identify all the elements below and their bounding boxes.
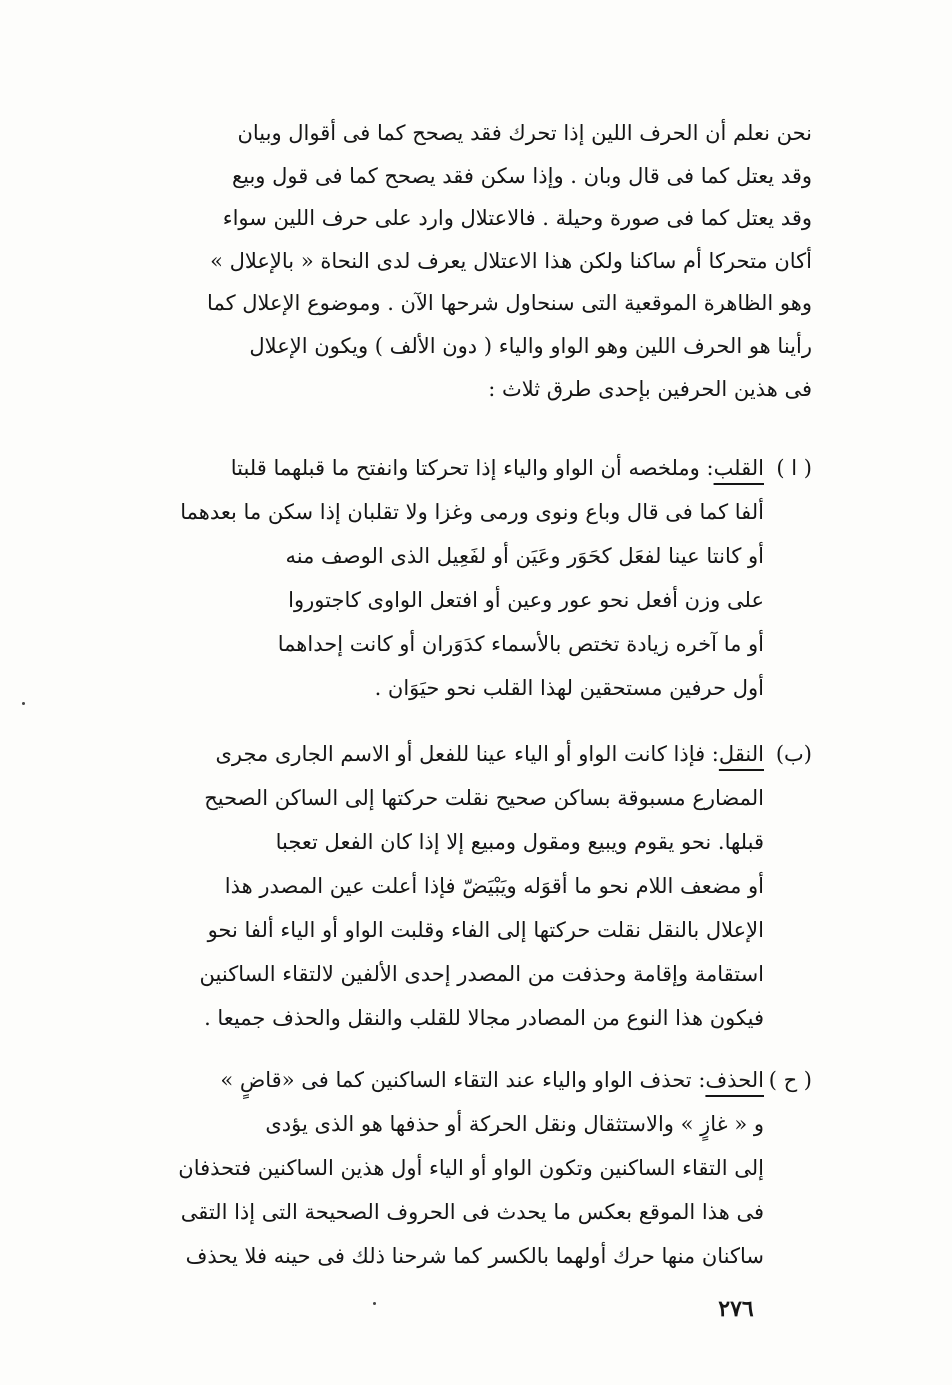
intro-line: فى هذين الحرفين بإحدى طرق ثلاث : xyxy=(488,376,812,401)
section-first-line-text: : فإذا كانت الواو أو الياء عينا للفعل أو الاسم الجارى مجرى xyxy=(215,742,719,766)
section-naql xyxy=(140,732,812,1040)
scan-speck xyxy=(373,1302,376,1305)
section-line: ساكنان منها حرك أولهما بالكسر كما شرحنا ذلك فى حينه فلا يحذف xyxy=(185,1244,764,1268)
section-line: الإعلال بالنقل نقلت حركتها إلى الفاء وقلبت الواو أو الياء ألفا نحو xyxy=(207,918,764,942)
section-line: أو ما آخره زيادة تختص بالأسماء كدَوَران أو كانت إحداهما xyxy=(277,632,764,656)
section-line: و « غازٍ » والاستثقال ونقل الحركة أو حذفها هو الذى يؤدى xyxy=(265,1112,764,1136)
section-heading-line xyxy=(140,446,812,490)
section-first-line-text: : تحذف الواو والياء عند التقاء الساكنين كما فى «قاضٍ » xyxy=(220,1068,706,1092)
section-hadhf xyxy=(140,1058,812,1278)
section-line: المضارع مسبوقة بساكن صحيح نقلت حركتها إلى الساكن الصحيح xyxy=(204,786,764,810)
section-heading-line xyxy=(140,732,812,776)
section-line: أو كانتا عينا لفعَل كحَوَر وعَيَن أو لفَعِيل الذى الوصف منه xyxy=(285,544,764,568)
section-term: القلب xyxy=(713,456,764,480)
section-first-line-text: : وملخصه أن الواو والياء إذا تحركتا وانفتح ما قبلهما قلبتا xyxy=(230,456,714,480)
section-qalb xyxy=(140,446,812,710)
intro-line: وقد يعتل كما فى قال وبان . وإذا سكن فقد يصحح كما فى قول وبيع xyxy=(231,163,812,188)
section-line: استقامة وإقامة وحذفت من المصدر إحدى الألفين لالتقاء الساكنين xyxy=(199,962,764,986)
intro-line: رأينا هو الحرف اللين وهو الواو والياء ( دون الألف ) ويكون الإعلال xyxy=(249,333,812,358)
intro-line: وقد يعتل كما فى صورة وحيلة . فالاعتلال وارد على حرف اللين سواء xyxy=(222,206,812,231)
section-line: أو مضعف اللام نحو ما أقوَله ويَبْيَضّ فإذا أعلت عين المصدر هذا xyxy=(224,874,764,898)
intro-line: وهو الظاهرة الموقعية التى سنحاول شرحها الآن . وموضوع الإعلال كما xyxy=(207,291,812,316)
section-line: ألفا كما فى قال وباع ونوى ورمى وغزا ولا تقلبان إذا سكن ما بعدهما xyxy=(180,500,764,524)
intro-paragraph xyxy=(140,112,812,410)
page-number: ٢٧٦ xyxy=(718,1296,754,1322)
section-marker: (ب) xyxy=(775,742,812,766)
section-line: أول حرفين مستحقين لهذا القلب نحو حيَوَان . xyxy=(374,676,764,700)
section-line: فى هذا الموقع بعكس ما يحدث فى الحروف الصحيحة التى إذا التقى xyxy=(180,1200,764,1224)
section-term: الحذف xyxy=(705,1068,764,1092)
section-heading-line xyxy=(140,1058,812,1102)
section-line: فيكون هذا النوع من المصادر مجالا للقلب والنقل والحذف جميعا . xyxy=(204,1006,764,1030)
intro-line: نحن نعلم أن الحرف اللين إذا تحرك فقد يصحح كما فى أقوال وبيان xyxy=(237,121,812,145)
section-line: إلى التقاء الساكنين وتكون الواو أو الياء أول هذين الساكنين فتحذفان xyxy=(178,1156,764,1180)
intro-line: أكان متحركا أم ساكنا ولكن هذا الاعتلال يعرف لدى النحاة « بالإعلال » xyxy=(210,248,812,273)
section-line: قبلها. نحو يقوم ويبيع ومقول ومبيع إلا إذا كان الفعل تعجبا xyxy=(275,830,764,854)
section-line: على وزن أفعل نحو عور وعين أو افتعل الواوى كاجتوروا xyxy=(288,588,764,612)
section-marker: ( ا ) xyxy=(776,456,812,480)
scan-speck xyxy=(22,702,25,705)
section-marker: ( ح ) xyxy=(768,1068,812,1092)
section-term: النقل xyxy=(718,742,764,766)
